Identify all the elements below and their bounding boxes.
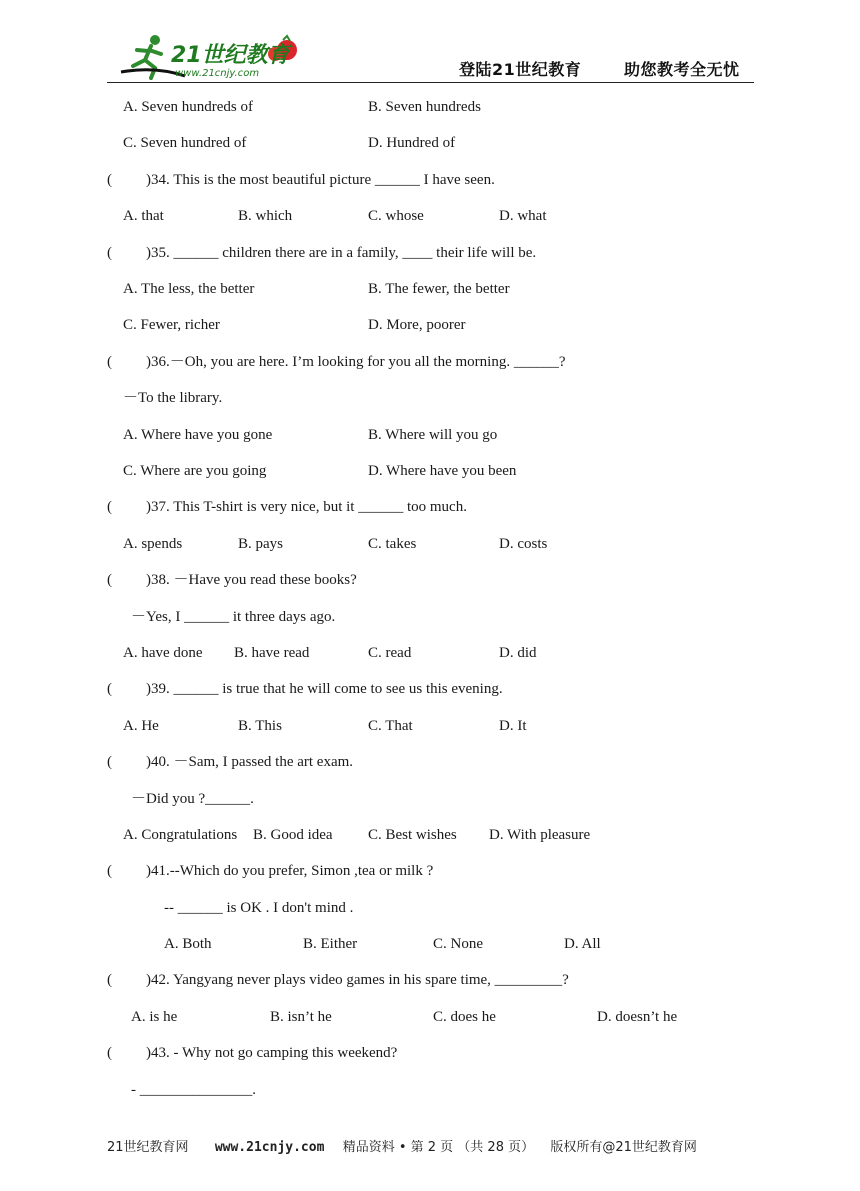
question-q38-stem: )38. －Have you read these books? (146, 572, 357, 588)
option-q41-b: B. Either (303, 936, 358, 952)
svg-text:21世纪教育: 21世纪教育 (171, 43, 290, 68)
site-logo (115, 32, 305, 80)
question-q41-reply: -- ______ is OK . I don't mind . (164, 900, 354, 916)
option-q40-b: B. Good idea (253, 827, 333, 843)
question-q41-stem: )41.--Which do you prefer, Simon ,tea or milk ? (146, 863, 434, 879)
question-q34-stem: )34. This is the most beautiful picture ______ I have seen. (146, 172, 495, 188)
option-q34-b: B. which (238, 208, 293, 224)
question-q40-reply: －Did you ?______. (131, 791, 254, 807)
option-q38-a: A. have done (123, 645, 203, 661)
option-q36-a: A. Where have you gone (123, 427, 273, 443)
option-q42-c: C. does he (433, 1009, 496, 1025)
option-q35-c: C. Fewer, richer (123, 317, 220, 333)
page-header (107, 30, 754, 82)
option-q39-b: B. This (238, 718, 282, 734)
option-q37-a: A. spends (123, 536, 183, 552)
question-q39-stem: )39. ______ is true that he will come to see us this evening. (146, 681, 503, 697)
option-q34-a: A. that (123, 208, 164, 224)
question-q38-reply: －Yes, I ______ it three days ago. (131, 609, 336, 625)
option-q38-d: D. did (499, 645, 537, 661)
question-q35-stem: )35. ______ children there are in a family, ____ their life will be. (146, 245, 537, 261)
footer-page-info: 精品资料 • 第 2 页 （共 28 页） (342, 1140, 535, 1155)
option-q34-c: C. whose (368, 208, 424, 224)
option-q38-c: C. read (368, 645, 412, 661)
answer-bracket-q35: ( (107, 245, 112, 261)
answer-bracket-q36: ( (107, 354, 112, 370)
option-q42-a: A. is he (131, 1009, 178, 1025)
answer-bracket-q39: ( (107, 681, 112, 697)
question-q43-stem: )43. - Why not go camping this weekend? (146, 1045, 398, 1061)
option-q36-c: C. Where are you going (123, 463, 267, 479)
option-q38-b: B. have read (234, 645, 310, 661)
option-q33-b: B. Seven hundreds (368, 99, 481, 115)
option-q42-b: B. isn’t he (270, 1009, 332, 1025)
question-q36-reply: －To the library. (123, 390, 223, 406)
option-q33-c: C. Seven hundred of (123, 135, 247, 151)
option-q35-b: B. The fewer, the better (368, 281, 510, 297)
option-q34-d: D. what (499, 208, 547, 224)
question-q36-stem: )36.－Oh, you are here. I’m looking for you all the morning. ______? (146, 354, 566, 370)
option-q36-b: B. Where will you go (368, 427, 498, 443)
option-q37-b: B. pays (238, 536, 283, 552)
footer-copyright: 版权所有@21世纪教育网 (550, 1140, 697, 1155)
option-q39-c: C. That (368, 718, 413, 734)
header-divider (107, 82, 754, 83)
option-q35-d: D. More, poorer (368, 317, 466, 333)
option-q33-d: D. Hundred of (368, 135, 456, 151)
question-q37-stem: )37. This T-shirt is very nice, but it ______ too much. (146, 499, 467, 515)
answer-bracket-q40: ( (107, 754, 112, 770)
header-slogan-left: 登陆21世纪教育 (459, 60, 582, 79)
question-q40-stem: )40. －Sam, I passed the art exam. (146, 754, 354, 770)
question-q42-stem: )42. Yangyang never plays video games in his spare time, _________? (146, 972, 569, 988)
option-q41-a: A. Both (164, 936, 212, 952)
option-q40-c: C. Best wishes (368, 827, 457, 843)
option-q37-d: D. costs (499, 536, 548, 552)
answer-bracket-q34: ( (107, 172, 112, 188)
svg-text:www.21cnjy.com: www.21cnjy.com (175, 68, 260, 79)
option-q39-a: A. He (123, 718, 159, 734)
option-q35-a: A. The less, the better (123, 281, 255, 297)
answer-bracket-q41: ( (107, 863, 112, 879)
answer-bracket-q42: ( (107, 972, 112, 988)
answer-bracket-q38: ( (107, 572, 112, 588)
option-q33-a: A. Seven hundreds of (123, 99, 253, 115)
option-q40-a: A. Congratulations (123, 827, 238, 843)
question-q43-reply: - _______________. (131, 1082, 256, 1098)
footer-brand: 21世纪教育网 (107, 1140, 189, 1155)
option-q39-d: D. It (499, 718, 527, 734)
page-footer (107, 1139, 697, 1157)
option-q37-c: C. takes (368, 536, 417, 552)
footer-site-link[interactable]: www.21cnjy.com (214, 1140, 325, 1155)
option-q42-d: D. doesn’t he (597, 1009, 678, 1025)
answer-bracket-q43: ( (107, 1045, 112, 1061)
header-slogan-right: 助您教考全无忧 (624, 60, 740, 79)
option-q41-d: D. All (564, 936, 601, 952)
answer-bracket-q37: ( (107, 499, 112, 515)
option-q36-d: D. Where have you been (368, 463, 517, 479)
option-q41-c: C. None (433, 936, 483, 952)
option-q40-d: D. With pleasure (489, 827, 591, 843)
